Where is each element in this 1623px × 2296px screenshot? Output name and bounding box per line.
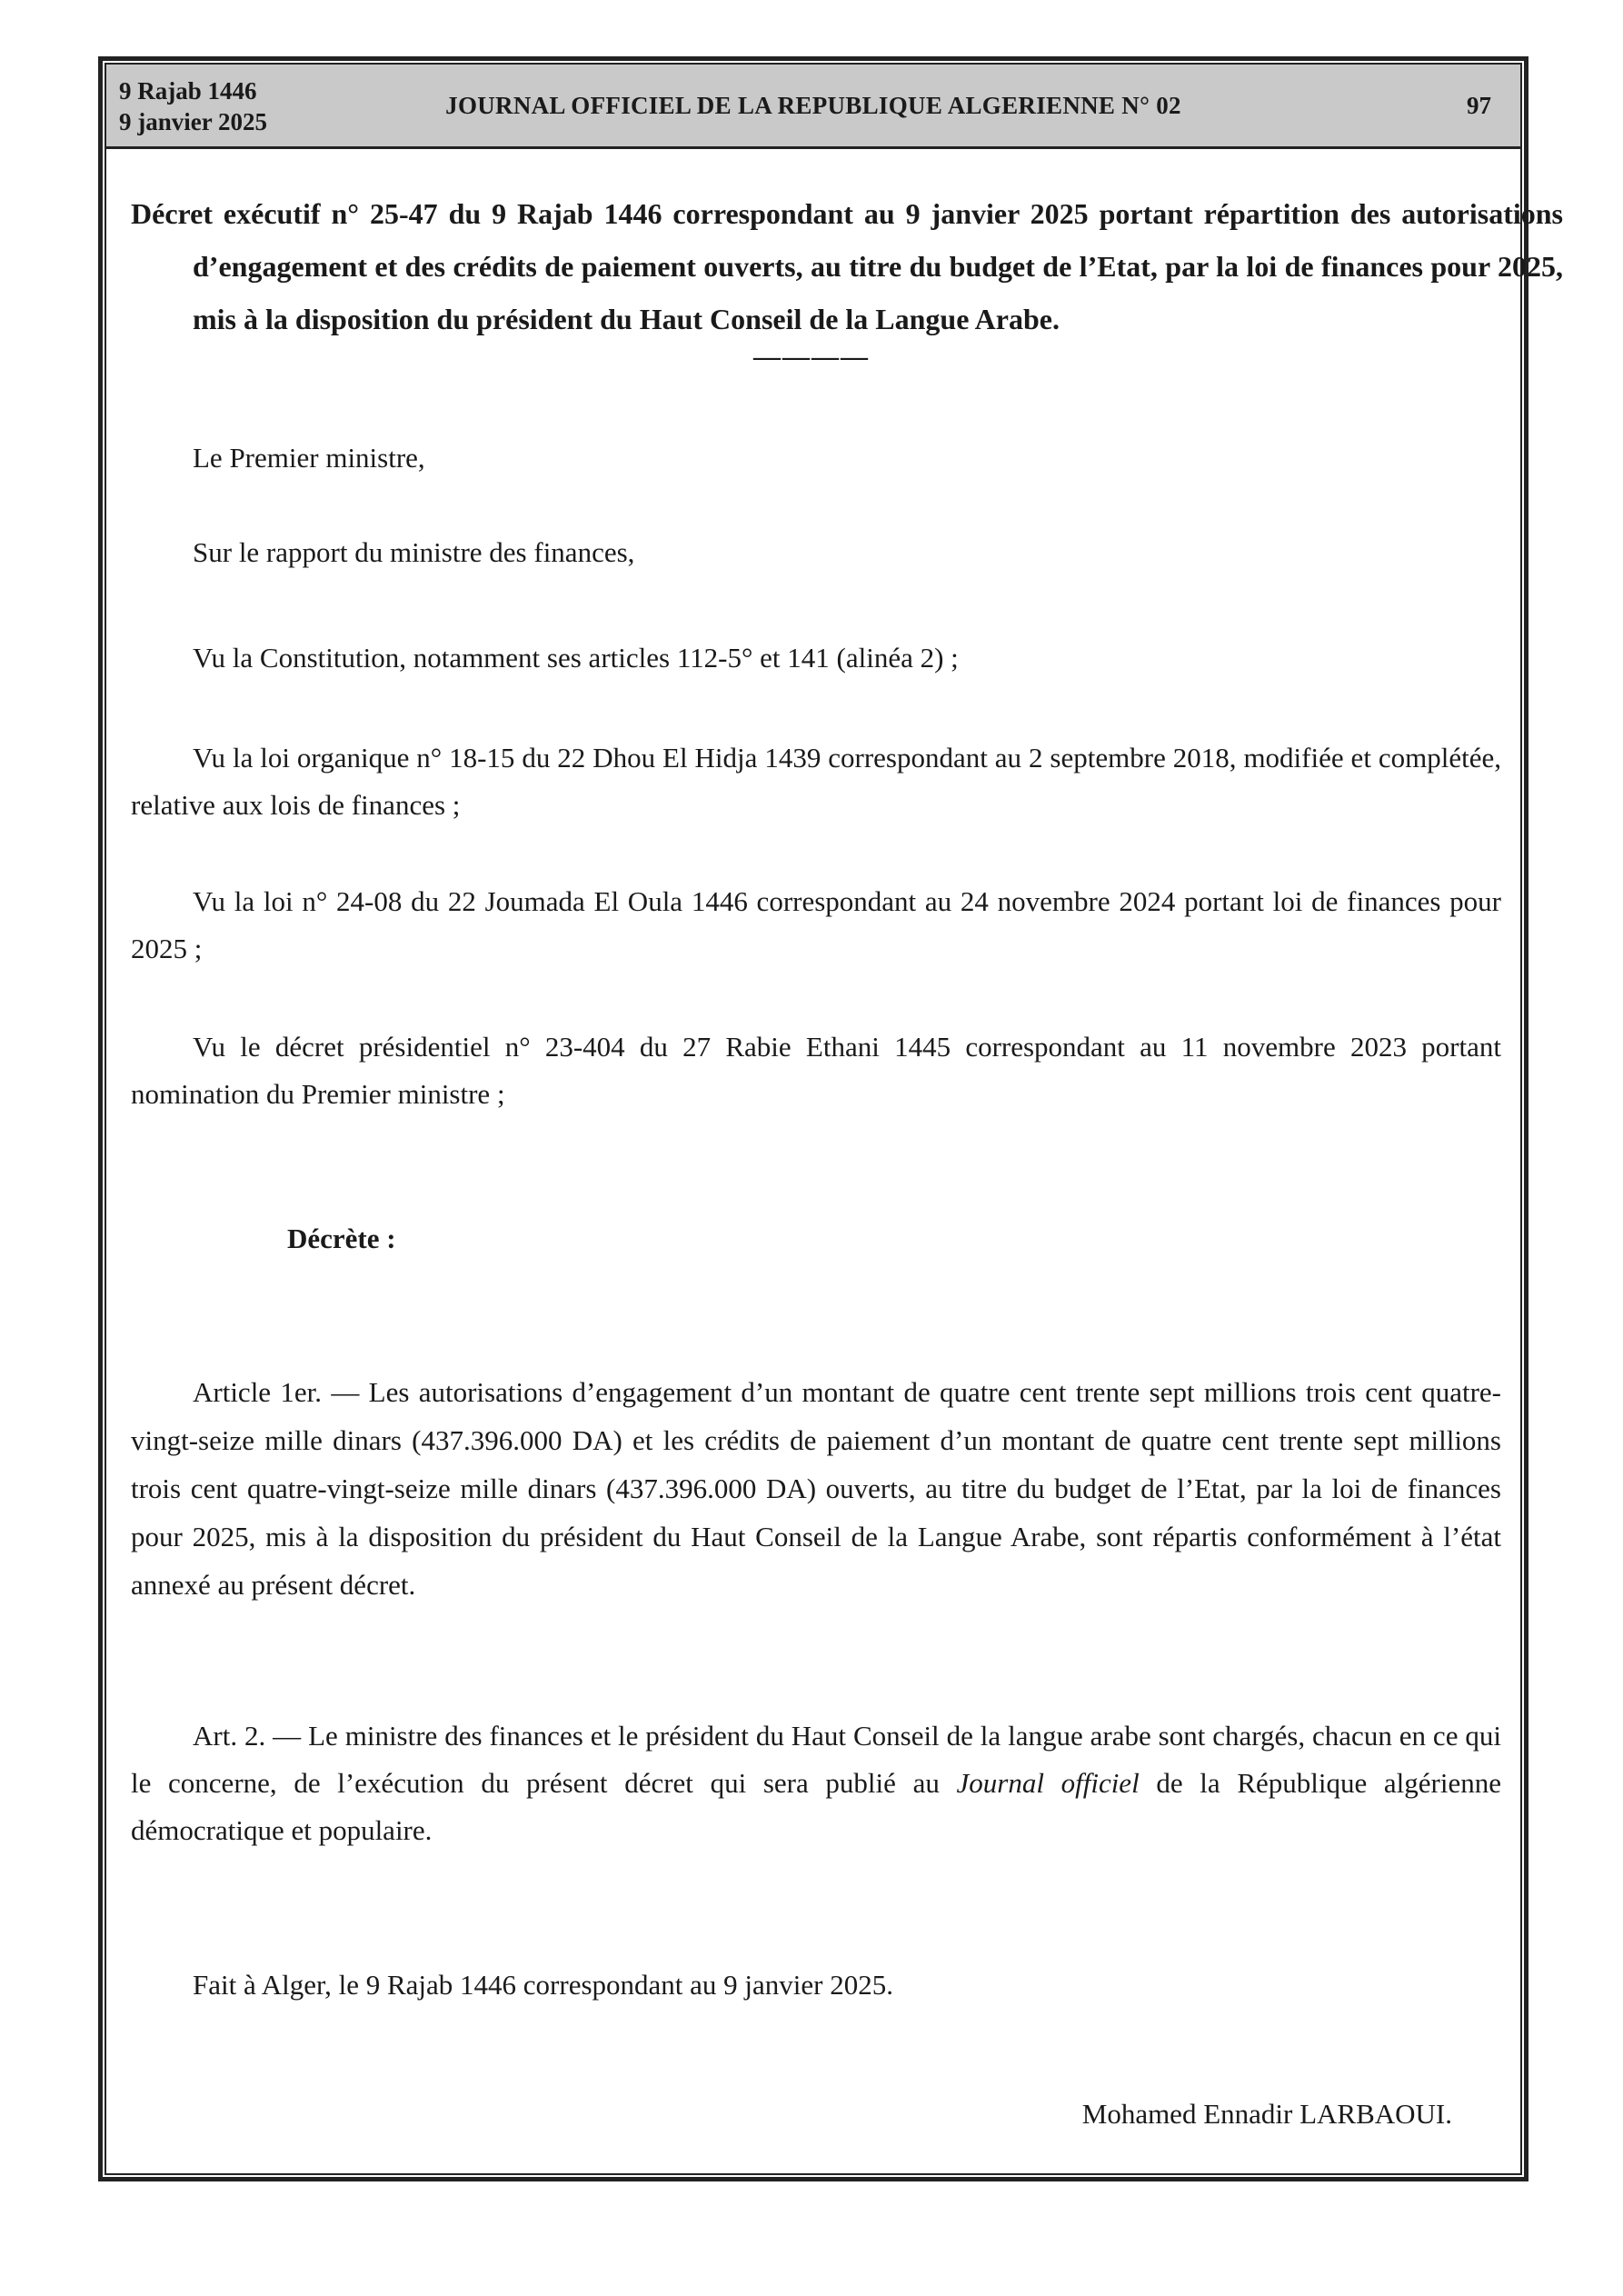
signature: Mohamed Ennadir LARBAOUI. [1081, 2098, 1452, 2130]
header-date-hijri: 9 Rajab 1446 [119, 77, 257, 105]
decrete-heading: Décrète : [287, 1223, 396, 1254]
fait-a-alger: Fait à Alger, le 9 Rajab 1446 correspondant au 9 janvier 2025. [193, 1969, 893, 2001]
article-2-text-start: Art. 2. — Le ministre des finances et le président du Haut Conseil de la langue arabe sont chargés, chacun en ce qui le concerne, de l’exécution du présent décret qui sera publié au [131, 1720, 1501, 1799]
paragraph-constitution: Vu la Constitution, notamment ses articles 112-5° et 141 (alinéa 2) ; [193, 642, 959, 674]
header-page-number: 97 [1467, 92, 1491, 119]
header-journal-title: JOURNAL OFFICIEL DE LA REPUBLIQUE ALGERIENNE N° 02 [445, 92, 1181, 119]
article-2 [131, 1712, 1501, 1854]
journal-header [106, 65, 1520, 149]
decree-title: Décret exécutif n° 25-47 du 9 Rajab 1446 correspondant au 9 janvier 2025 portant répartition des autorisations d’engagement et des crédits de paiement ouverts, au titre du budget de l’Etat, par la loi de finances pour 2025, mis à la disposition du président du Haut Conseil de la Langue Arabe. [131, 197, 1563, 335]
title-separator: ———— [753, 342, 870, 372]
header-date-gregorian: 9 janvier 2025 [119, 108, 267, 135]
article-1: Article 1er. — Les autorisations d’engagement d’un montant de quatre cent trente sept millions trois cent quatre-vingt-seize mille dinars (437.396.000 DA) et les crédits de paiement d’un montant de quatre cent trente sept millions trois cent quatre-vingt-seize mille dinars (437.396.000 DA) ouverts, au titre du budget de l’Etat, par la loi de finances pour 2025, mis à la disposition du président du Haut Conseil de la Langue Arabe, sont répartis conformément à l’état annexé au présent décret. [131, 1376, 1501, 1601]
page-frame-inner [105, 63, 1522, 2175]
paragraph-rapport: Sur le rapport du ministre des finances, [193, 536, 635, 568]
journal-officiel-italic: Journal officiel [956, 1767, 1140, 1799]
paragraph-premier-ministre: Le Premier ministre, [193, 442, 425, 474]
article-2-text-end: de la République algérienne démocratique et populaire. [131, 1767, 1501, 1846]
paragraph-loi-finances: Vu la loi n° 24-08 du 22 Joumada El Oula 1446 correspondant au 24 novembre 2024 portant loi de finances pour 2025 ; [131, 885, 1501, 964]
paragraph-loi-organique: Vu la loi organique n° 18-15 du 22 Dhou El Hidja 1439 correspondant au 2 septembre 2018, modifiée et complétée, relative aux lois de finances ; [131, 742, 1501, 821]
paragraph-decret-presidentiel: Vu le décret présidentiel n° 23-404 du 27 Rabie Ethani 1445 correspondant au 11 novembre 2023 portant nomination du Premier ministre ; [131, 1031, 1501, 1110]
